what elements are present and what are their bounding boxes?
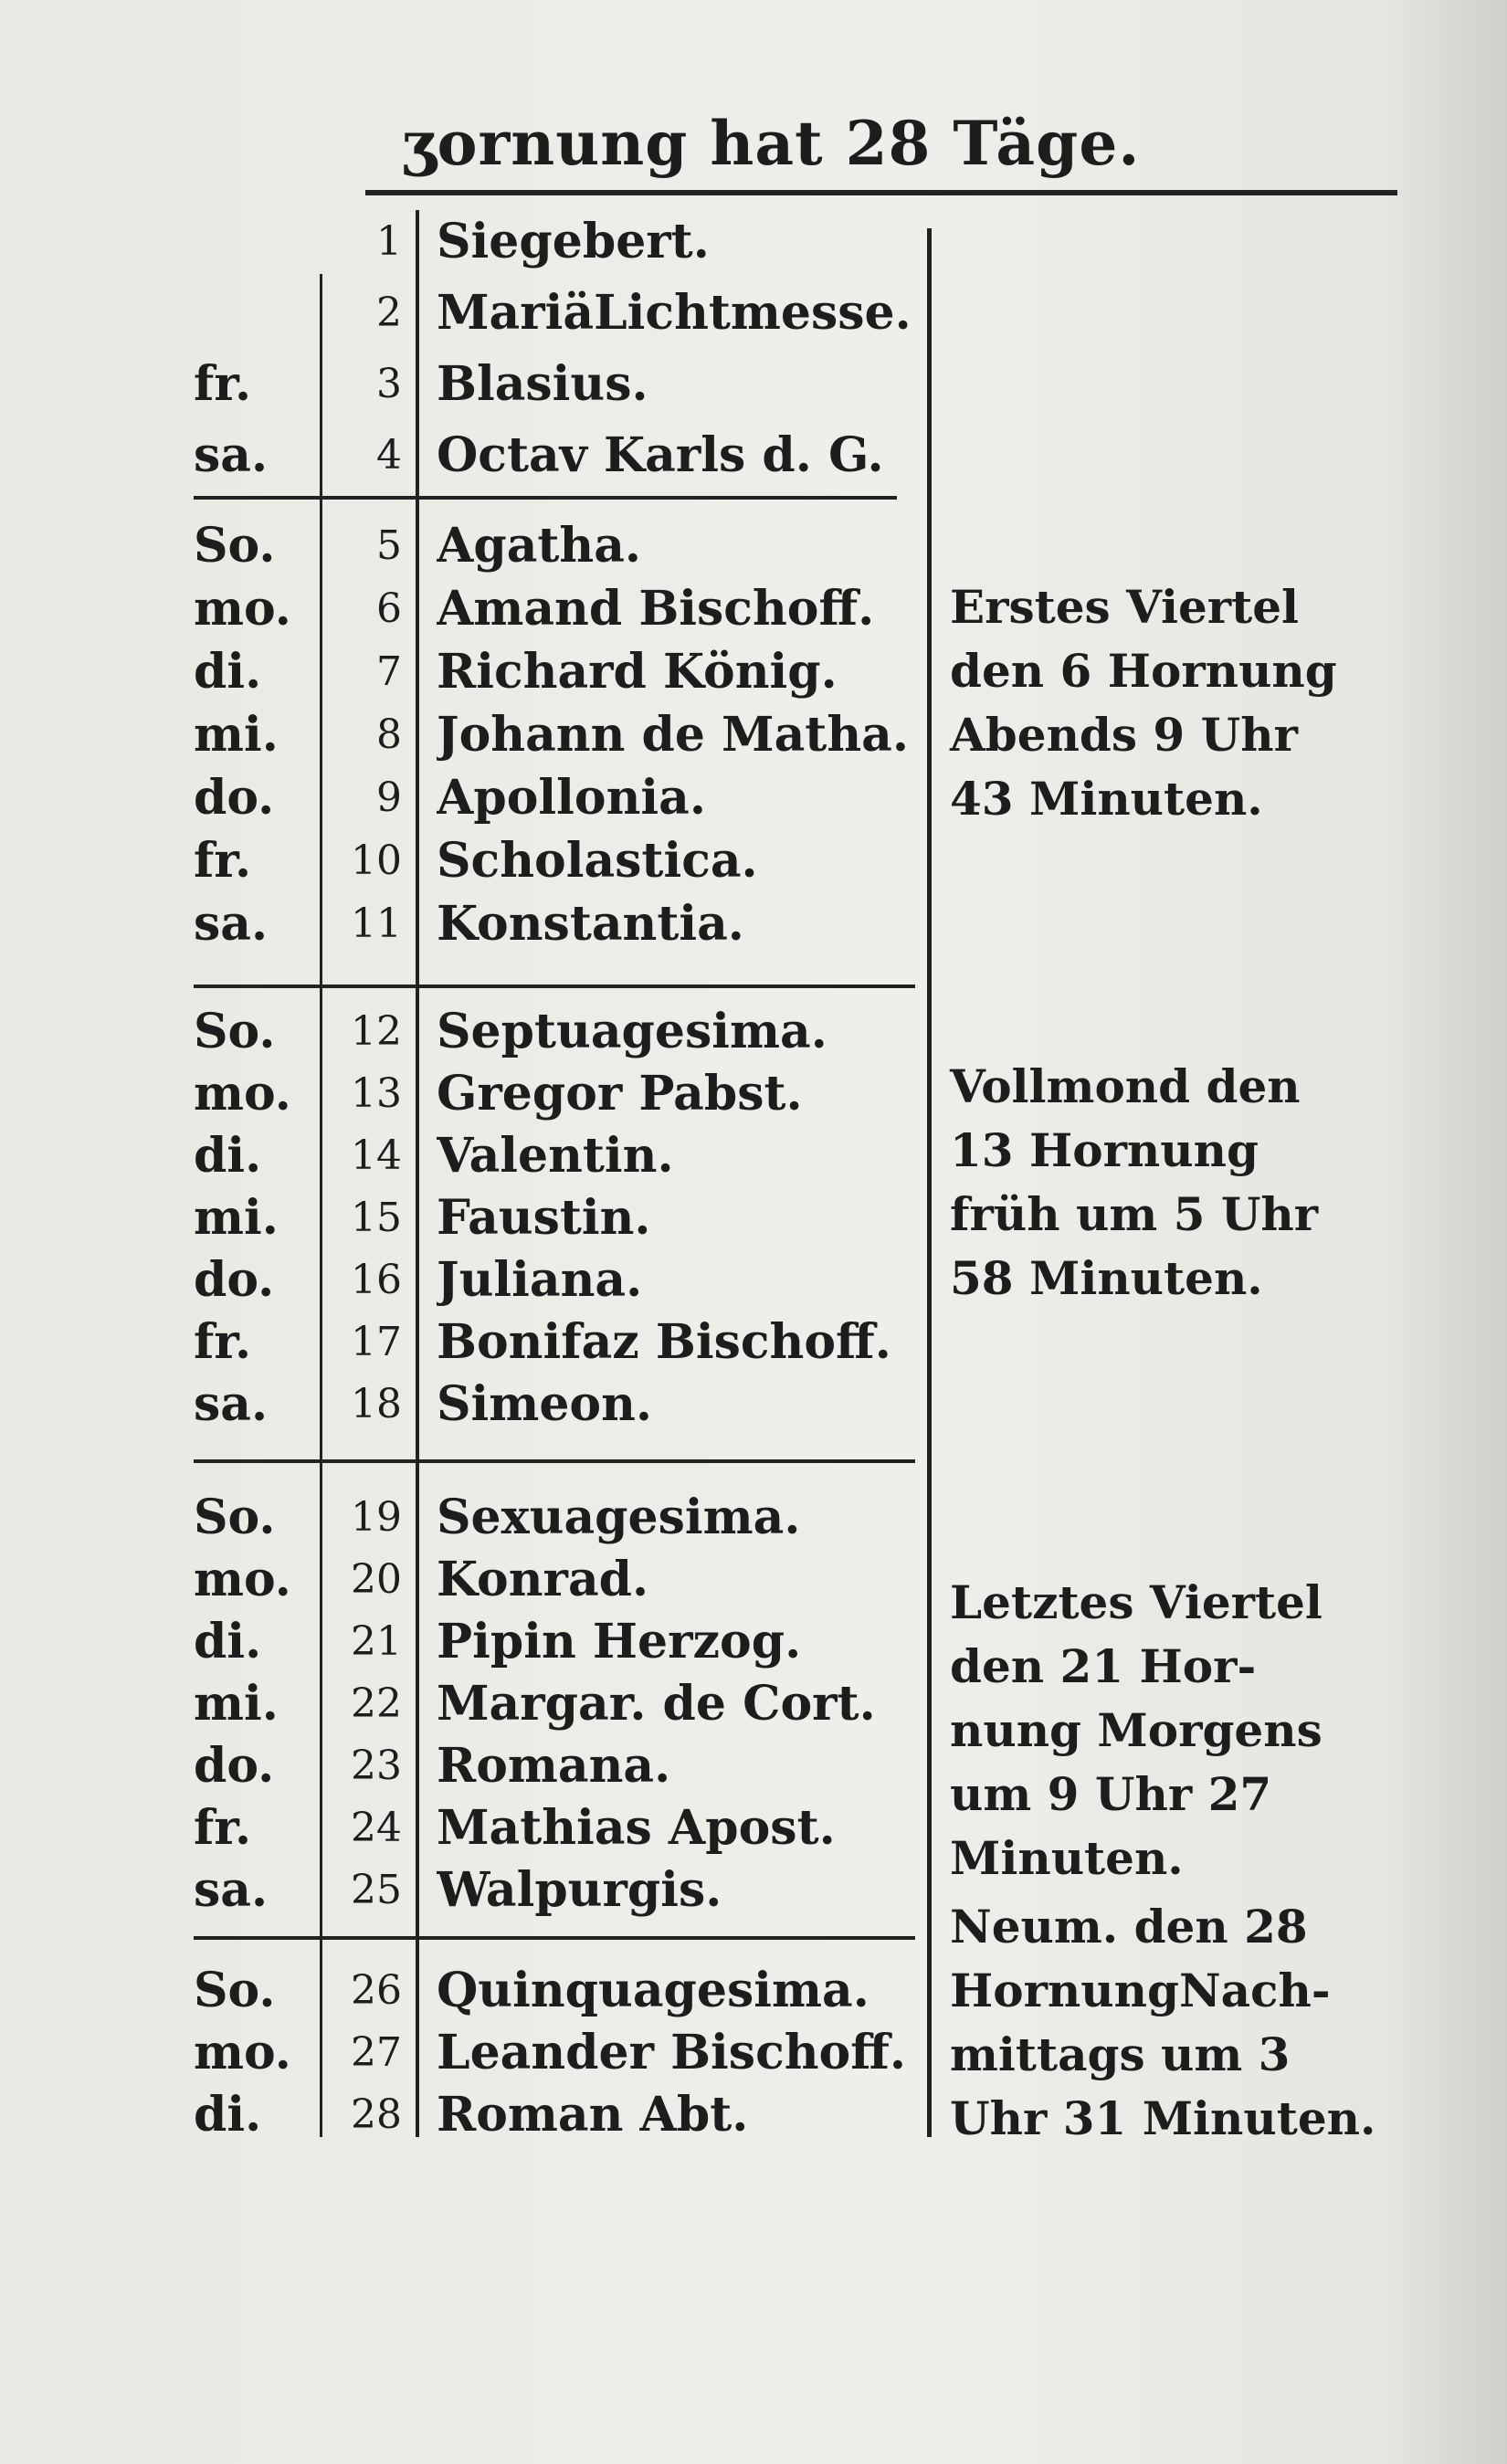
week-separator <box>194 985 915 988</box>
saint-name: Gregor Pabst. <box>437 1067 803 1121</box>
day-number: 6 <box>376 585 402 632</box>
day-number: 15 <box>351 1195 402 1241</box>
day-number: 16 <box>351 1257 402 1303</box>
weekday: mo. <box>194 581 291 637</box>
day-number: 5 <box>376 522 402 569</box>
saint-name: Johann de Matha. <box>437 708 909 763</box>
moon-line: Letztes Viertel <box>950 1575 1323 1629</box>
week-separator <box>194 1459 915 1463</box>
moon-line: den 6 Hornung <box>950 644 1337 698</box>
day-number: 25 <box>351 1867 402 1913</box>
day-number: 9 <box>376 774 402 821</box>
day-number: 4 <box>376 432 402 479</box>
day-number: 1 <box>376 218 402 265</box>
day-number: 13 <box>351 1070 402 1117</box>
day-number: 28 <box>351 2091 402 2138</box>
weekday: sa. <box>194 1862 269 1918</box>
table-row <box>0 215 1507 269</box>
weekday: fr. <box>194 1800 252 1856</box>
weekday: do. <box>194 770 275 826</box>
saint-name: Konstantia. <box>437 897 744 952</box>
table-row <box>0 1315 1507 1370</box>
moon-line: um 9 Uhr 27 <box>950 1767 1272 1821</box>
day-number: 17 <box>351 1319 402 1365</box>
moon-line: Erstes Viertel <box>950 580 1300 634</box>
saint-name: Mathias Apost. <box>437 1801 836 1856</box>
moon-first-quarter <box>950 575 1388 831</box>
weekday: di. <box>194 2087 262 2143</box>
moon-last-quarter <box>950 1571 1388 1890</box>
table-row <box>0 1490 1507 1545</box>
moon-line: nung Morgens <box>950 1703 1323 1757</box>
weekday: mo. <box>194 1066 291 1121</box>
moon-line: 58 Minuten. <box>950 1251 1263 1305</box>
weekday: So. <box>194 1490 276 1545</box>
weekday: So. <box>194 1963 276 2018</box>
top-rule <box>365 190 1397 195</box>
weekday: di. <box>194 644 262 700</box>
weekday: sa. <box>194 427 269 483</box>
weekday: So. <box>194 518 276 574</box>
table-row <box>0 1005 1507 1059</box>
moon-line: Uhr 31 Minuten. <box>950 2091 1376 2145</box>
weekday: fr. <box>194 356 252 412</box>
table-row <box>0 834 1507 889</box>
moon-line: HornungNach- <box>950 1964 1331 2017</box>
day-number: 2 <box>376 290 402 336</box>
moon-line: Minuten. <box>950 1831 1184 1885</box>
moon-line: mittags um 3 <box>950 2027 1291 2081</box>
saint-name: Sexuagesima. <box>437 1490 801 1545</box>
day-number: 20 <box>351 1556 402 1603</box>
day-number: 12 <box>351 1008 402 1055</box>
weekday: fr. <box>194 1314 252 1370</box>
saint-name: Faustin. <box>437 1191 651 1246</box>
moon-line: Vollmond den <box>950 1059 1301 1113</box>
day-number: 14 <box>351 1132 402 1179</box>
weekday: sa. <box>194 896 269 952</box>
moon-line: früh um 5 Uhr <box>950 1187 1319 1241</box>
saint-name: Margar. de Cort. <box>437 1677 876 1732</box>
day-number: 24 <box>351 1805 402 1851</box>
day-number: 27 <box>351 2029 402 2076</box>
moon-line: 13 Hornung <box>950 1123 1259 1177</box>
weekday: do. <box>194 1738 275 1794</box>
weekday: do. <box>194 1252 275 1308</box>
day-number: 18 <box>351 1381 402 1427</box>
weekday: sa. <box>194 1376 269 1432</box>
weekday: mi. <box>194 1676 279 1732</box>
table-row <box>0 286 1507 341</box>
weekday: mi. <box>194 707 279 763</box>
table-row <box>0 1377 1507 1432</box>
day-number: 3 <box>376 361 402 407</box>
table-row <box>0 519 1507 574</box>
saint-name: Leander Bischoff. <box>437 2026 907 2080</box>
table-row <box>0 428 1507 483</box>
saint-name: MariäLichtmesse. <box>437 286 912 341</box>
saint-name: Konrad. <box>437 1553 649 1607</box>
day-number: 26 <box>351 1967 402 2014</box>
day-number: 11 <box>351 900 402 947</box>
moon-new <box>950 1895 1388 2151</box>
saint-name: Septuagesima. <box>437 1005 827 1059</box>
weekday: fr. <box>194 833 252 889</box>
saint-name: Quinquagesima. <box>437 1964 869 2018</box>
saint-name: Valentin. <box>437 1129 674 1184</box>
page-title: ʒornung hat 28 Täge. <box>402 108 1141 179</box>
saint-name: Siegebert. <box>437 215 710 269</box>
saint-name: Bonifaz Bischoff. <box>437 1315 891 1370</box>
saint-name: Richard König. <box>437 645 838 700</box>
saint-name: Juliana. <box>437 1253 643 1308</box>
moon-line: 43 Minuten. <box>950 772 1263 826</box>
weekday: di. <box>194 1614 262 1669</box>
saint-name: Simeon. <box>437 1377 653 1432</box>
day-number: 22 <box>351 1680 402 1727</box>
weekday: So. <box>194 1004 276 1059</box>
saint-name: Scholastica. <box>437 834 758 889</box>
table-row <box>0 897 1507 952</box>
saint-name: Blasius. <box>437 357 648 412</box>
week-separator <box>194 496 897 500</box>
moon-line: Neum. den 28 <box>950 1900 1308 1953</box>
day-number: 21 <box>351 1618 402 1665</box>
moon-line: den 21 Hor- <box>950 1639 1257 1693</box>
saint-name: Apollonia. <box>437 771 706 826</box>
day-number: 19 <box>351 1494 402 1541</box>
weekday: mo. <box>194 2025 291 2080</box>
saint-name: Walpurgis. <box>437 1863 722 1918</box>
saint-name: Agatha. <box>437 519 642 574</box>
weekday: mi. <box>194 1190 279 1246</box>
saint-name: Pipin Herzog. <box>437 1615 802 1669</box>
week-separator <box>194 1936 915 1940</box>
table-row <box>0 357 1507 412</box>
weekday: di. <box>194 1128 262 1184</box>
weekday: mo. <box>194 1552 291 1607</box>
day-number: 10 <box>351 837 402 884</box>
saint-name: Amand Bischoff. <box>437 582 875 637</box>
moon-line: Abends 9 Uhr <box>950 708 1298 762</box>
saint-name: Romana. <box>437 1739 671 1794</box>
day-number: 8 <box>376 711 402 758</box>
moon-full <box>950 1055 1388 1311</box>
saint-name: Octav Karls d. G. <box>437 428 884 483</box>
day-number: 23 <box>351 1743 402 1789</box>
saint-name: Roman Abt. <box>437 2088 749 2143</box>
day-number: 7 <box>376 648 402 695</box>
